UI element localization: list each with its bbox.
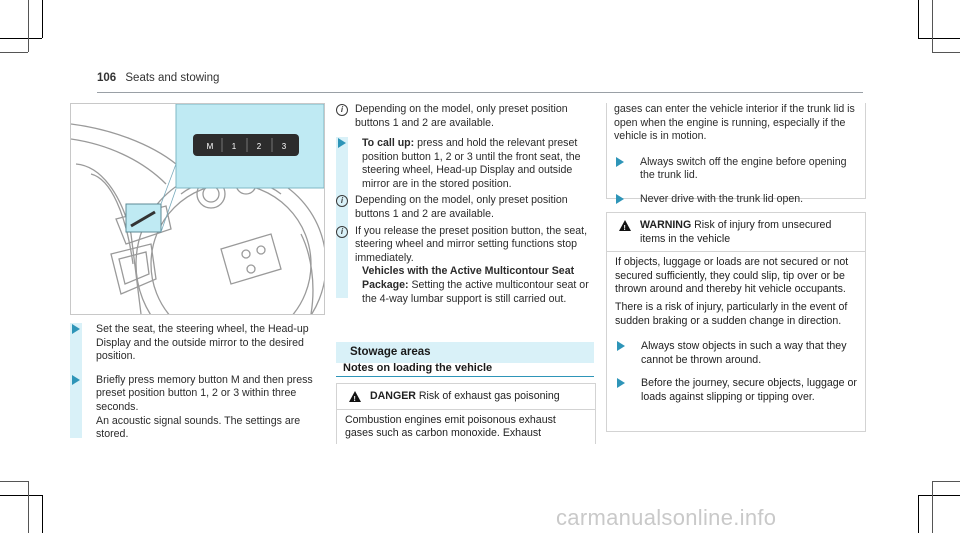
- danger-body: Combustion engines emit poisonous exhaust gases such as carbon monoxide. Exhaust: [345, 413, 556, 440]
- column-1: [70, 323, 323, 442]
- danger-title: Risk of exhaust gas poisoning: [418, 390, 560, 402]
- step-text: An acoustic signal sounds. The settings are stored.: [96, 414, 301, 441]
- step-note: [336, 265, 594, 306]
- crop-mark: [918, 38, 960, 39]
- step-item: [614, 156, 860, 183]
- info-icon: i: [336, 226, 348, 238]
- page-number: 106: [97, 72, 117, 84]
- crop-mark: [932, 481, 960, 482]
- info-text: If you release the preset position button, the seat, steering wheel and mirror setting functions stop immediately.: [355, 224, 588, 264]
- crop-mark: [0, 481, 28, 482]
- step-item: [70, 374, 323, 415]
- crop-mark: [918, 0, 919, 38]
- step-item: [615, 340, 857, 367]
- header-divider: [97, 92, 863, 93]
- arrow-icon: [617, 341, 625, 351]
- column-3: [614, 103, 860, 207]
- danger-label: DANGER: [370, 390, 416, 402]
- interior-illustration: [71, 104, 324, 314]
- info-text: Depending on the model, only preset position buttons 1 and 2 are available.: [355, 194, 568, 220]
- arrow-icon: [338, 138, 346, 148]
- crop-mark: [28, 0, 29, 52]
- step-label: To call up:: [362, 137, 415, 149]
- danger-box: [336, 383, 596, 444]
- crop-mark: [932, 52, 960, 53]
- step-text: press and hold the relevant preset position button 1, 2 or 3 until the front seat, the steering wheel, Head-up Display and outside mirror are in the stored position.: [362, 137, 581, 190]
- step-item: [336, 137, 594, 191]
- step-text: Set the seat, the steering wheel, the Head-up Display and the outside mirror to the desired position.: [96, 323, 309, 363]
- warning-triangle-icon: [619, 220, 631, 231]
- danger-header: [337, 384, 595, 409]
- arrow-icon: [72, 375, 80, 385]
- page-header: [97, 72, 219, 84]
- warning-paragraph: There is a risk of injury, particularly in the event of sudden braking or a sudden change in direction.: [615, 300, 848, 327]
- column-2: [336, 103, 594, 130]
- memory-button-label: M: [206, 142, 214, 151]
- warning-header: [607, 213, 865, 251]
- column-2-steps: [336, 137, 594, 306]
- crop-mark: [42, 495, 43, 533]
- preset-button-label: 2: [256, 142, 262, 151]
- crop-mark: [918, 495, 960, 496]
- arrow-icon: [616, 157, 624, 167]
- watermark: carmanualsonline.info: [556, 505, 777, 530]
- info-icon: i: [336, 195, 348, 207]
- crop-mark: [0, 52, 28, 53]
- danger-continued-text: gases can enter the vehicle interior if the trunk lid is open when the engine is running, especially if the vehicle is in motion.: [614, 103, 855, 143]
- step-result: [70, 415, 323, 442]
- door-memory-figure: [70, 103, 325, 315]
- crop-mark: [42, 0, 43, 38]
- crop-mark: [918, 495, 919, 533]
- step-text: Always stow objects in such a way that they cannot be thrown around.: [641, 340, 847, 366]
- subsection-underline: [336, 376, 594, 377]
- crop-mark: [0, 38, 42, 39]
- step-text: Never drive with the trunk lid open.: [640, 192, 804, 205]
- warning-title: Risk of injury from unsecured items in the vehicle: [640, 219, 832, 245]
- crop-mark: [28, 481, 29, 533]
- info-note: [336, 103, 594, 130]
- warning-paragraph: If objects, luggage or loads are not secured or not secured sufficiently, they could slip, tip over or be thrown around and thereby hit vehicle occupants.: [615, 256, 849, 296]
- info-note: [336, 225, 594, 266]
- crop-mark: [0, 495, 42, 496]
- preset-button-label: 3: [281, 142, 287, 151]
- arrow-icon: [72, 324, 80, 334]
- info-note: [336, 194, 594, 221]
- subsection-heading: Notes on loading the vehicle: [343, 362, 493, 374]
- step-item: [614, 193, 860, 207]
- crop-mark: [932, 481, 933, 533]
- section-heading: Stowage areas: [336, 342, 594, 363]
- info-icon: i: [336, 104, 348, 116]
- step-text: Always switch off the engine before opening the trunk lid.: [640, 155, 847, 182]
- note-label: Vehicles with the Active Multicontour Seat Package:: [362, 265, 575, 291]
- step-text: Before the journey, secure objects, luggage or loads against slipping or tipping over.: [641, 377, 857, 403]
- warning-body: [607, 252, 865, 404]
- warning-box: [606, 212, 866, 432]
- preset-button-label: 1: [231, 142, 237, 151]
- step-text: Briefly press memory button M and then press preset position button 1, 2 or 3 within three seconds.: [96, 373, 313, 413]
- step-item: [70, 323, 323, 364]
- step-item: [615, 377, 857, 404]
- warning-label: WARNING: [640, 219, 692, 231]
- info-text: Depending on the model, only preset position buttons 1 and 2 are available.: [355, 103, 568, 129]
- section-title: Seats and stowing: [125, 72, 220, 84]
- arrow-icon: [616, 194, 624, 204]
- arrow-icon: [617, 378, 625, 388]
- note-text: Setting the active multicontour seat or the 4-way lumbar support is still carried out.: [362, 278, 589, 305]
- crop-mark: [932, 0, 933, 52]
- warning-triangle-icon: [349, 391, 361, 402]
